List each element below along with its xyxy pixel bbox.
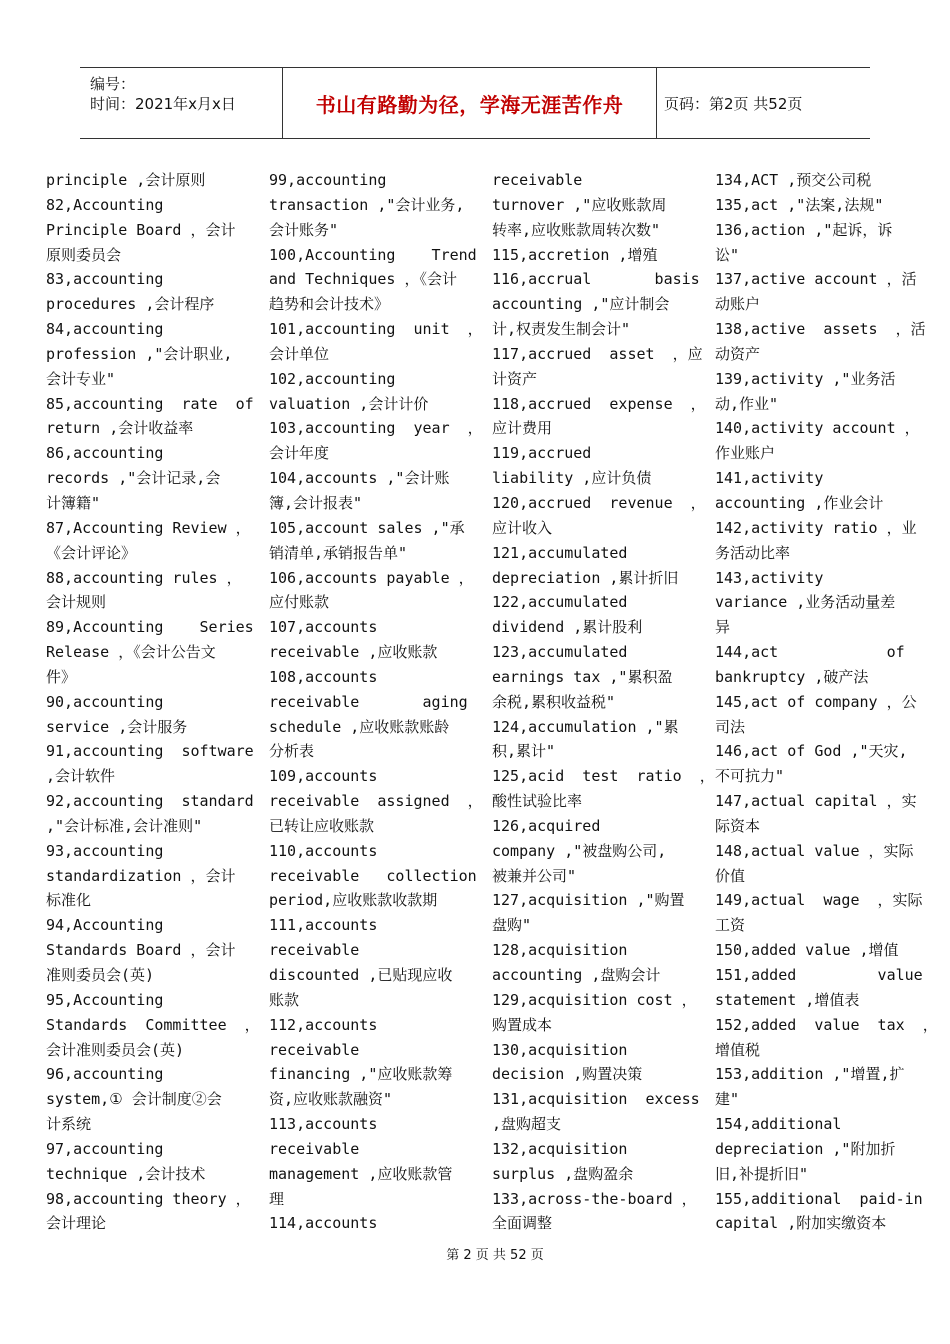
glossary-line: 131,acquisition excess <box>492 1090 700 1109</box>
glossary-line: dividend ,累计股利 <box>492 618 643 637</box>
glossary-line: 会计单位 <box>269 344 330 363</box>
glossary-line: 110,accounts <box>269 841 378 860</box>
glossary-line: 标准化 <box>46 891 92 910</box>
glossary-line: 转率,应收账款周转次数" <box>492 220 661 239</box>
glossary-line: 147,actual capital ，实 <box>715 792 917 811</box>
glossary-line: 计,权责发生制会计" <box>492 320 631 339</box>
glossary-line: 91,accounting software <box>46 742 254 761</box>
glossary-line: ,会计软件 <box>46 767 116 786</box>
glossary-line: 100,Accounting Trend <box>269 245 477 264</box>
glossary-line: receivable collection <box>269 866 477 885</box>
glossary-line: surplus ,盘购盈余 <box>492 1164 634 1183</box>
glossary-line: 85,accounting rate of <box>46 394 254 413</box>
glossary-line: Standards Committee ， <box>46 1015 260 1034</box>
glossary-line: 动,作业" <box>715 394 779 413</box>
glossary-line: 88,accounting rules ， <box>46 568 242 587</box>
glossary-line: 114,accounts <box>269 1214 378 1233</box>
glossary-line: 增值税 <box>715 1040 761 1059</box>
glossary-line: 建" <box>715 1090 740 1109</box>
glossary-line: Standards Board ，会计 <box>46 941 236 960</box>
glossary-line: valuation ,会计计价 <box>269 394 429 413</box>
glossary-line: 106,accounts payable ， <box>269 568 474 587</box>
glossary-line: 142,activity ratio ，业 <box>715 518 917 537</box>
glossary-line: procedures ,会计程序 <box>46 295 215 314</box>
header-motto: 书山有路勤为径，学海无涯苦作舟 <box>315 92 624 117</box>
glossary-line: receivable <box>269 1139 360 1158</box>
glossary-line: 会计年度 <box>269 444 330 463</box>
glossary-line: earnings tax ,"累积盈 <box>492 667 673 686</box>
header-motto-cell <box>282 68 657 138</box>
glossary-line: 105,account sales ,"承 <box>269 518 465 537</box>
header-page-cell <box>656 68 870 138</box>
glossary-line: decision ,购置决策 <box>492 1065 643 1084</box>
glossary-line: 讼" <box>715 245 740 264</box>
glossary-line: receivable aging <box>269 692 468 711</box>
glossary-line: 资,应收账款融资" <box>269 1090 393 1109</box>
glossary-line: bankruptcy ,破产法 <box>715 667 869 686</box>
glossary-line: 116,accrual basis <box>492 270 700 289</box>
glossary-line: discounted ,已贴现应收 <box>269 966 453 984</box>
glossary-line: 129,acquisition cost ， <box>492 990 697 1009</box>
glossary-line: variance ,业务活动量差 <box>715 593 896 612</box>
glossary-line: 应付账款 <box>269 593 330 612</box>
glossary-line: 盘购" <box>492 916 532 935</box>
glossary-line: 应计费用 <box>492 419 553 438</box>
glossary-line: 被兼并公司" <box>492 866 577 885</box>
glossary-line: 153,addition ,"增置,扩 <box>715 1065 905 1084</box>
glossary-line: standardization ，会计 <box>46 866 236 885</box>
glossary-line: 101,accounting unit ， <box>269 320 483 339</box>
glossary-line: 会计账务" <box>269 220 339 239</box>
glossary-line: 会计准则委员会(英) <box>46 1040 185 1059</box>
glossary-line: 购置成本 <box>492 1015 553 1034</box>
glossary-line: 113,accounts <box>269 1115 378 1134</box>
glossary-line: profession ,"会计职业, <box>46 344 233 363</box>
glossary-line: 150,added value ,增值 <box>715 941 899 960</box>
glossary-line: 作业账户 <box>715 444 776 463</box>
glossary-line: Principle Board ，会计 <box>46 220 236 239</box>
glossary-line: 92,accounting standard <box>46 792 254 811</box>
glossary-line: 155,additional paid-in <box>715 1189 923 1208</box>
glossary-line: and Techniques ，《会计 <box>269 270 457 289</box>
glossary-line: 139,activity ,"业务活 <box>715 369 896 388</box>
glossary-line: 94,Accounting <box>46 916 164 935</box>
glossary-line: 84,accounting <box>46 320 164 339</box>
glossary-line: 83,accounting <box>46 270 164 289</box>
glossary-line: 簿,会计报表" <box>269 493 363 512</box>
glossary-line: 149,actual wage ，实际 <box>715 891 923 910</box>
glossary-line: 原则委员会 <box>46 245 122 264</box>
glossary-line: 司法 <box>715 717 746 736</box>
glossary-line: 127,acquisition ,"购置 <box>492 891 685 910</box>
glossary-line: depreciation ,累计折旧 <box>492 568 679 587</box>
glossary-line: liability ,应计负债 <box>492 469 652 488</box>
glossary-line: 87,Accounting Review ， <box>46 518 251 537</box>
glossary-line: accounting ,"应计制会 <box>492 295 670 314</box>
glossary-line: 趋势和会计技术》 <box>269 295 390 314</box>
glossary-line: ,"会计标准,会计准则" <box>46 816 203 835</box>
glossary-line: 117,accrued asset ，应 <box>492 344 703 363</box>
glossary-line: 96,accounting <box>46 1065 164 1084</box>
glossary-line: 118,accrued expense ， <box>492 394 706 413</box>
glossary-line: return ,会计收益率 <box>46 419 194 438</box>
glossary-line: 余税,累积收益税" <box>492 692 616 711</box>
glossary-line: receivable ,应收账款 <box>269 643 438 662</box>
glossary-column-3 <box>492 168 715 1236</box>
glossary-line: 会计理论 <box>46 1214 107 1233</box>
glossary-column-4 <box>715 168 938 1236</box>
glossary-line: 125,acid test ratio ， <box>492 767 715 786</box>
glossary-line: receivable assigned ， <box>269 792 483 811</box>
glossary-line: 务活动比率 <box>715 543 791 562</box>
glossary-line: 148,actual value ，实际 <box>715 841 914 860</box>
glossary-line: 141,activity <box>715 469 824 488</box>
glossary-line: 酸性试验比率 <box>492 792 583 811</box>
header-meta <box>80 68 282 138</box>
glossary-line: 143,activity <box>715 568 824 587</box>
glossary-line: 108,accounts <box>269 667 378 686</box>
glossary-line: 89,Accounting Series <box>46 618 254 637</box>
glossary-line: capital ,附加实缴资本 <box>715 1214 887 1233</box>
glossary-line: 128,acquisition <box>492 941 628 960</box>
glossary-line: 151,added value <box>715 966 923 984</box>
glossary-line: accounting ,盘购会计 <box>492 966 661 984</box>
glossary-line: principle ,会计原则 <box>46 171 206 189</box>
glossary-line: 119,accrued <box>492 444 592 463</box>
glossary-line: 154,additional <box>715 1115 842 1134</box>
glossary-line: 98,accounting theory ， <box>46 1189 251 1208</box>
glossary-line: 理 <box>269 1189 285 1208</box>
glossary-line: 126,acquired <box>492 816 601 835</box>
glossary-line: 137,active account ，活 <box>715 270 917 289</box>
glossary-line: 86,accounting <box>46 444 164 463</box>
glossary-line: receivable <box>269 941 360 960</box>
glossary-line: 工资 <box>715 916 746 935</box>
glossary-line: 102,accounting <box>269 369 396 388</box>
glossary-line: 价值 <box>715 866 746 885</box>
glossary-line: 124,accumulation ,"累 <box>492 717 679 736</box>
glossary-line: 121,accumulated <box>492 543 628 562</box>
glossary-line: 销清单,承销报告单" <box>269 543 408 562</box>
glossary-line: transaction ,"会计业务, <box>269 195 465 214</box>
glossary-line: 会计专业" <box>46 369 116 388</box>
glossary-line: 件》 <box>46 667 77 686</box>
glossary-line: 90,accounting <box>46 692 164 711</box>
document-date: 时间：2021年x月x日 <box>90 95 236 113</box>
glossary-line: 97,accounting <box>46 1139 164 1158</box>
glossary-line: 际资本 <box>715 816 761 835</box>
glossary-line: 123,accumulated <box>492 643 628 662</box>
glossary-line: 账款 <box>269 990 300 1009</box>
glossary-line: 133,across-the-board ， <box>492 1189 697 1208</box>
glossary-line: 应计收入 <box>492 518 553 537</box>
glossary-line: 132,acquisition <box>492 1139 628 1158</box>
glossary-line: 138,active assets ，活 <box>715 320 926 339</box>
page-footer: 第 2 页 共 52 页 <box>446 1248 544 1263</box>
glossary-line: 计资产 <box>492 369 538 388</box>
glossary-line: 145,act of company ，公 <box>715 692 917 711</box>
glossary-line: schedule ,应收账款账龄 <box>269 717 450 736</box>
glossary-line: 《会计评论》 <box>46 543 137 562</box>
glossary-line: 全面调整 <box>492 1214 553 1233</box>
glossary-line: management ,应收账款管 <box>269 1164 453 1183</box>
glossary-column-2 <box>269 168 483 1236</box>
glossary-line: 积,累计" <box>492 742 556 761</box>
glossary-line: 112,accounts <box>269 1015 378 1034</box>
glossary-line: 82,Accounting <box>46 195 164 214</box>
glossary-line: 152,added value tax ， <box>715 1015 938 1034</box>
glossary-line: receivable <box>492 171 583 189</box>
glossary-line: service ,会计服务 <box>46 717 188 736</box>
glossary-line: 146,act of God ,"天灾, <box>715 742 908 761</box>
glossary-line: 计系统 <box>46 1115 92 1134</box>
glossary-line: 111,accounts <box>269 916 378 935</box>
glossary-line: 93,accounting <box>46 841 164 860</box>
glossary-line: 104,accounts ,"会计账 <box>269 469 450 488</box>
glossary-line: 已转让应收账款 <box>269 816 375 835</box>
glossary-line: 分析表 <box>269 742 315 761</box>
glossary-line: system,① 会计制度②会 <box>46 1090 222 1109</box>
header-page-info: 页码：第2页 共52页 <box>664 94 803 113</box>
glossary-line: 144,act of <box>715 643 905 662</box>
glossary-line: 会计规则 <box>46 593 107 612</box>
glossary-line: 109,accounts <box>269 767 378 786</box>
glossary-line: accounting ,作业会计 <box>715 493 884 512</box>
glossary-line: 异 <box>715 618 731 637</box>
glossary-line: 103,accounting year ， <box>269 419 483 438</box>
document-number-label: 编号： <box>90 75 136 93</box>
glossary-line: receivable <box>269 1040 360 1059</box>
glossary-line: 动资产 <box>715 344 761 363</box>
glossary-line: financing ,"应收账款筹 <box>269 1065 453 1084</box>
glossary-line: 140,activity account ， <box>715 419 920 438</box>
glossary-line: technique ,会计技术 <box>46 1164 206 1183</box>
glossary-line: 99,accounting <box>269 171 387 189</box>
glossary-line: company ,"被盘购公司, <box>492 841 667 860</box>
glossary-line: 107,accounts <box>269 618 378 637</box>
glossary-line: 130,acquisition <box>492 1040 628 1059</box>
glossary-line: 135,act ,"法案,法规" <box>715 195 884 214</box>
glossary-line: 134,ACT ,预交公司税 <box>715 171 872 189</box>
glossary-line: 不可抗力" <box>715 767 785 786</box>
glossary-line: statement ,增值表 <box>715 990 860 1009</box>
glossary-line: 115,accretion ,增殖 <box>492 245 658 264</box>
glossary-line: Release ，《会计公告文 <box>46 643 216 662</box>
glossary-line: 95,Accounting <box>46 990 164 1009</box>
glossary-column-1 <box>46 168 260 1236</box>
glossary-line: 136,action ,"起诉，诉 <box>715 220 893 239</box>
glossary-line: 计簿籍" <box>46 493 101 512</box>
glossary-line: 122,accumulated <box>492 593 628 612</box>
glossary-line: 动账户 <box>715 295 761 314</box>
glossary-line: records ,"会计记录,会 <box>46 469 221 488</box>
glossary-line: 准则委员会(英) <box>46 966 155 984</box>
page-header <box>80 67 870 139</box>
glossary-line: 旧,补提折旧" <box>715 1164 809 1183</box>
glossary-line: ,盘购超支 <box>492 1115 562 1134</box>
glossary-line: period,应收账款收款期 <box>269 891 438 910</box>
glossary-line: depreciation ,"附加折 <box>715 1139 896 1158</box>
glossary-line: turnover ,"应收账款周 <box>492 195 667 214</box>
glossary-line: 120,accrued revenue ， <box>492 493 706 512</box>
